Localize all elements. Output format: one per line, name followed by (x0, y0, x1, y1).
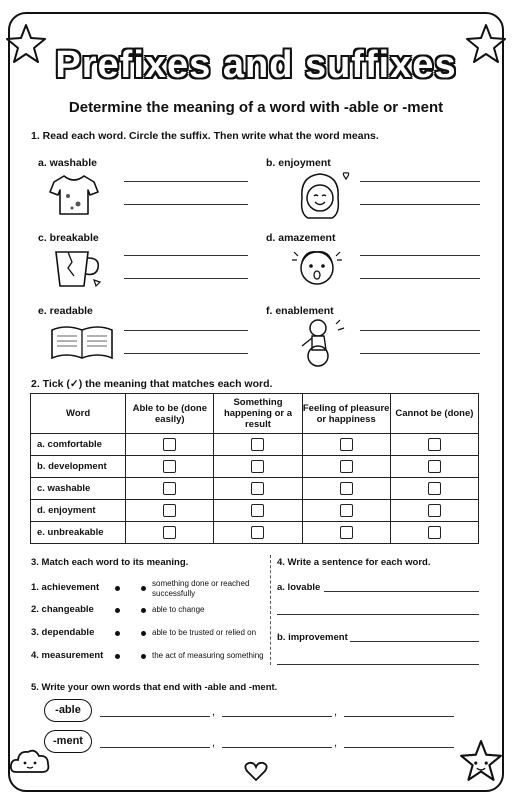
tick-box[interactable] (163, 526, 176, 539)
item-label: e. readable (38, 305, 93, 317)
tick-box[interactable] (163, 460, 176, 473)
match-dot[interactable] (141, 608, 146, 613)
table-row (31, 522, 479, 544)
column-header: Word (31, 394, 126, 434)
answer-line[interactable] (277, 614, 479, 615)
tick-box[interactable] (340, 482, 353, 495)
match-dot[interactable] (115, 631, 120, 636)
comma: , (334, 706, 338, 718)
tick-box[interactable] (251, 460, 264, 473)
item-label: b. enjoyment (266, 157, 331, 169)
match-meaning: able to be trusted or relied on (152, 628, 257, 637)
comma: , (212, 737, 216, 749)
match-dot[interactable] (115, 586, 120, 591)
answer-line[interactable] (124, 278, 248, 279)
section-divider (270, 555, 271, 665)
cloud-icon (8, 744, 52, 778)
answer-line[interactable] (124, 330, 248, 331)
item-label: c. breakable (38, 232, 99, 244)
match-dot[interactable] (141, 631, 146, 636)
column-header: Able to be (done easily) (126, 394, 214, 434)
item-label: a. washable (38, 157, 97, 169)
answer-line[interactable] (277, 664, 479, 665)
tick-table (30, 393, 479, 544)
answer-line[interactable] (124, 255, 248, 256)
table-row (31, 456, 479, 478)
column-header: Something happening or a result (214, 394, 302, 434)
section4-instruction: 4. Write a sentence for each word. (277, 557, 431, 568)
star-icon (458, 738, 504, 784)
answer-line[interactable] (344, 747, 454, 748)
column-header: Cannot be (done) (390, 394, 478, 434)
answer-line[interactable] (360, 204, 480, 205)
comma: , (334, 737, 338, 749)
tick-box[interactable] (340, 504, 353, 517)
table-row (31, 478, 479, 500)
section5-instruction: 5. Write your own words that end with -able and -ment. (31, 682, 278, 693)
item-label: f. enablement (266, 305, 334, 317)
match-meaning: something done or reached successfully (152, 579, 250, 598)
match-dot[interactable] (115, 608, 120, 613)
match-meaning: able to change (152, 605, 205, 614)
match-word: 4. measurement (31, 650, 104, 661)
sentence-word: a. lovable (277, 582, 321, 593)
tick-box[interactable] (163, 504, 176, 517)
answer-line[interactable] (360, 181, 480, 182)
suffix-pill-ment: -ment (44, 730, 92, 753)
match-word: 1. achievement (31, 582, 100, 593)
page-subtitle: Determine the meaning of a word with -able or -ment (68, 99, 444, 116)
broken-cup-icon (50, 246, 106, 290)
comma: , (212, 706, 216, 718)
tick-box[interactable] (251, 504, 264, 517)
answer-line[interactable] (222, 747, 332, 748)
answer-line[interactable] (222, 716, 332, 717)
table-row (31, 434, 479, 456)
answer-line[interactable] (360, 278, 480, 279)
answer-line[interactable] (360, 330, 480, 331)
section3-instruction: 3. Match each word to its meaning. (31, 557, 189, 568)
sentence-word: b. improvement (277, 632, 348, 643)
suffix-pill-able: -able (44, 699, 92, 722)
match-dot[interactable] (141, 586, 146, 591)
answer-line[interactable] (100, 716, 210, 717)
tick-box[interactable] (428, 504, 441, 517)
tick-box[interactable] (163, 482, 176, 495)
section2-instruction: 2. Tick (✓) the meaning that matches each word. (31, 378, 273, 390)
answer-line[interactable] (100, 747, 210, 748)
tick-box[interactable] (251, 526, 264, 539)
tick-box[interactable] (251, 482, 264, 495)
tick-box[interactable] (163, 438, 176, 451)
row-word: e. unbreakable (31, 522, 126, 544)
match-word: 2. changeable (31, 604, 94, 615)
tick-box[interactable] (251, 438, 264, 451)
answer-line[interactable] (350, 641, 479, 642)
row-word: c. washable (31, 478, 126, 500)
answer-line[interactable] (124, 181, 248, 182)
table-row (31, 500, 479, 522)
tick-box[interactable] (428, 526, 441, 539)
tick-box[interactable] (428, 482, 441, 495)
section1-instruction: 1. Read each word. Circle the suffix. Then write what the word means. (31, 130, 379, 142)
answer-line[interactable] (360, 255, 480, 256)
amazed-boy-icon (288, 242, 346, 292)
answer-line[interactable] (344, 716, 454, 717)
row-word: a. comfortable (31, 434, 126, 456)
tick-box[interactable] (340, 460, 353, 473)
row-word: d. enjoyment (31, 500, 126, 522)
tick-box[interactable] (340, 526, 353, 539)
tshirt-icon (48, 172, 100, 218)
row-word: b. development (31, 456, 126, 478)
answer-line[interactable] (360, 353, 480, 354)
page-title: Prefixes and suffixes (55, 44, 457, 86)
match-dot[interactable] (141, 654, 146, 659)
match-word: 3. dependable (31, 627, 95, 638)
match-dot[interactable] (115, 654, 120, 659)
item-label: d. amazement (266, 232, 336, 244)
column-header: Feeling of pleasure or happiness (302, 394, 390, 434)
tick-box[interactable] (428, 460, 441, 473)
answer-line[interactable] (124, 204, 248, 205)
match-meaning: the act of measuring something (152, 651, 264, 660)
heart-icon (244, 760, 268, 782)
happy-girl-icon (292, 168, 354, 222)
answer-line[interactable] (124, 353, 248, 354)
tick-box[interactable] (340, 438, 353, 451)
wheelchair-boy-icon (292, 316, 348, 368)
open-book-icon (48, 322, 116, 362)
answer-line[interactable] (324, 591, 479, 592)
tick-box[interactable] (428, 438, 441, 451)
